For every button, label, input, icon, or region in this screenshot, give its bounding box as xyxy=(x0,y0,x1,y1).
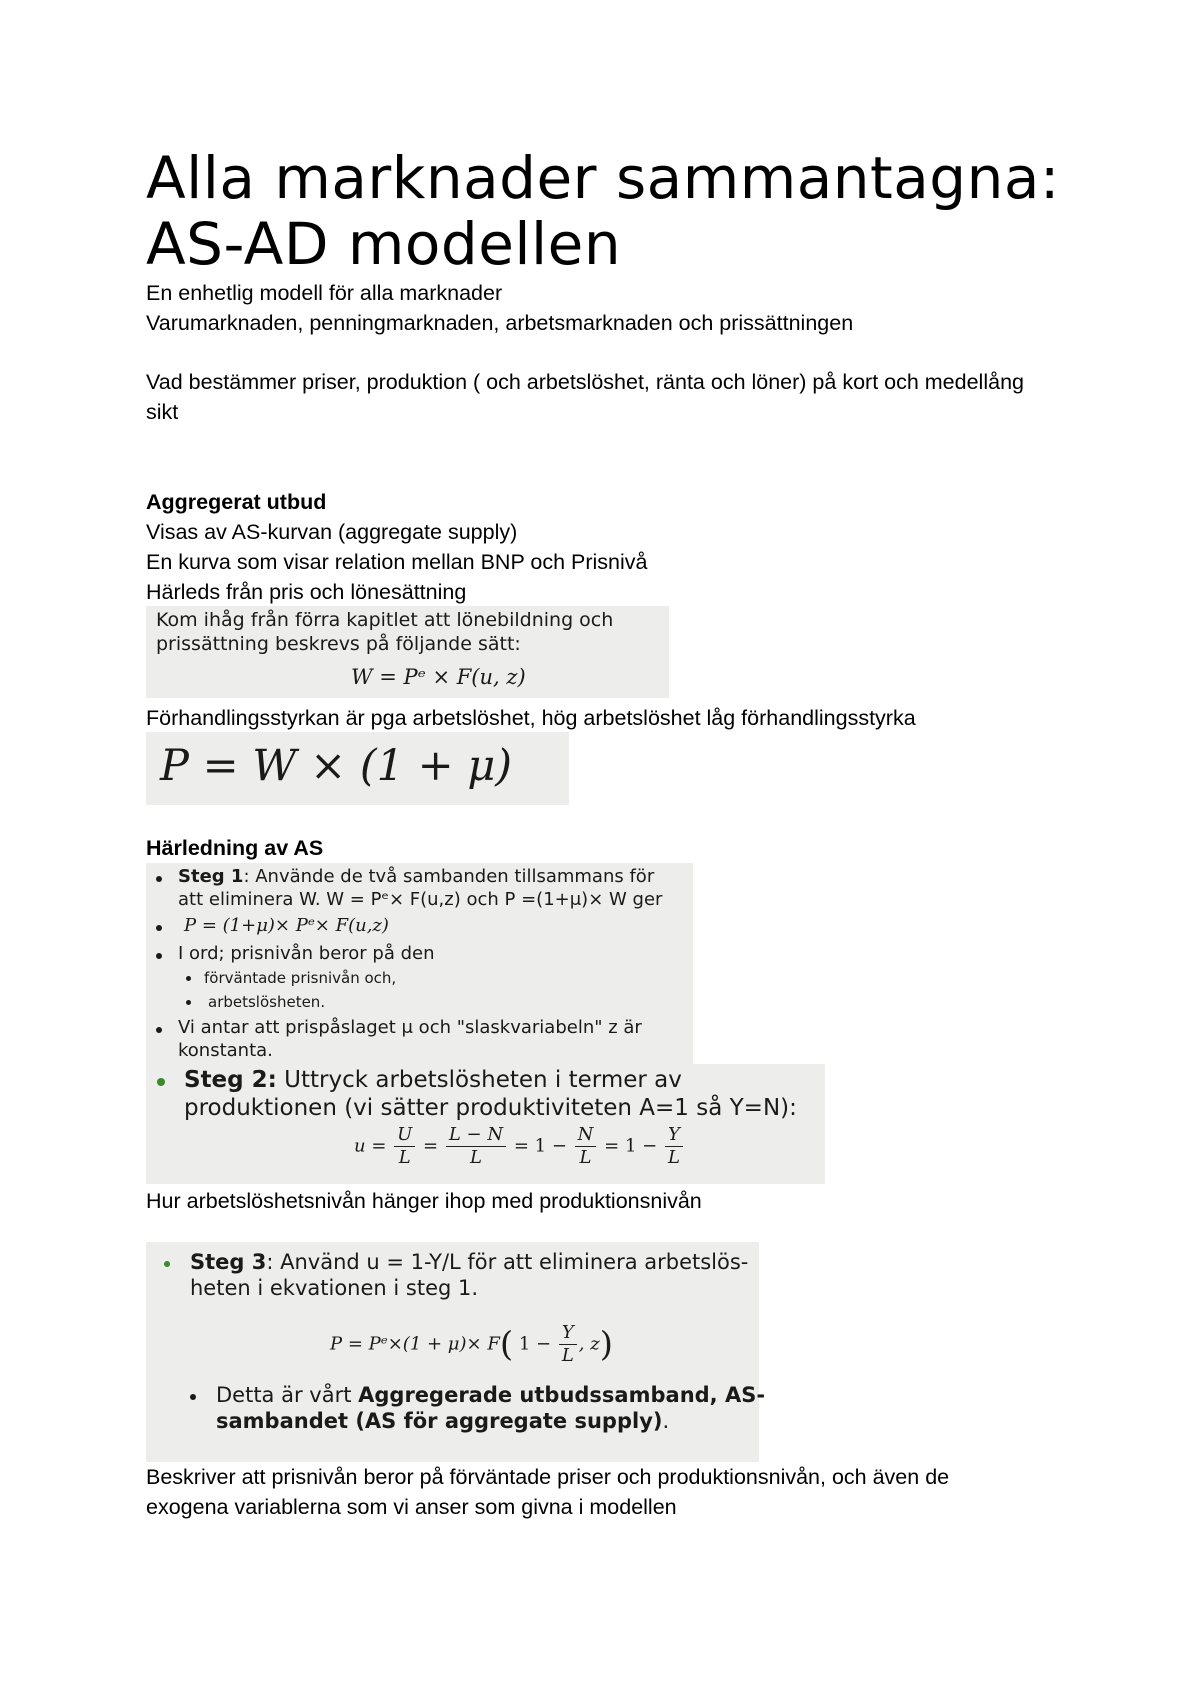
fraction-n-over-l: $\frac{N}{L}$ xyxy=(575,1124,597,1169)
slide1-line-2: prissättning beskrevs på följande sätt: xyxy=(156,633,521,655)
bullet-icon xyxy=(156,876,162,882)
step1-sub-2: arbetslösheten. xyxy=(208,993,326,1011)
bullet-icon xyxy=(164,1261,170,1267)
step1-formula: P = (1+μ)× Pᵉ× F(u,z) xyxy=(184,915,389,936)
step3-label: Steg 3 xyxy=(190,1250,267,1274)
bullet-icon xyxy=(156,925,162,931)
price-formula: P = W × (1 + μ) xyxy=(160,741,513,791)
fraction-u-over-l: $\frac{U}{L}$ xyxy=(394,1124,415,1169)
step1-text: : Använde de två sambanden tillsammans för xyxy=(243,866,655,887)
bullet-icon xyxy=(186,1000,191,1005)
slide1-line-1: Kom ihåg från förra kapitlet att lönebildning och xyxy=(156,609,614,631)
unemployment-formula: u = $\frac{U}{L}$ = $\frac{L - N}{L}$ = 1 − $\frac{N}{L}$ = 1 − $\frac{Y}{L}$ xyxy=(354,1124,685,1169)
as-formula-left: P = Pᵉ×(1 + μ)× F xyxy=(330,1333,500,1355)
slide-step-2 xyxy=(146,1064,825,1184)
step3-sub-line-2: sambandet (AS för aggregate supply). xyxy=(216,1409,670,1433)
step1-line-1 xyxy=(178,865,654,888)
slide1-formula: W = Pᵉ × F(u, z) xyxy=(351,665,526,689)
intro-line-1: En enhetlig modell för alla marknader xyxy=(146,281,503,305)
step2-label: Steg 2: xyxy=(184,1067,277,1093)
section1-line-2: En kurva som visar relation mellan BNP och Prisnivå xyxy=(146,550,648,574)
page-title xyxy=(146,145,1060,277)
intro-line-2: Varumarknaden, penningmarknaden, arbetsmarknaden och prissättningen xyxy=(146,311,854,335)
final-line-2: exogena variablerna som vi anser som givna i modellen xyxy=(146,1495,677,1519)
section2-after-step2: Hur arbetslöshetsnivån hänger ihop med produktionsnivån xyxy=(146,1189,702,1213)
fraction-y-over-l: $\frac{Y}{L}$ xyxy=(665,1124,683,1169)
step1-assume-2: konstanta. xyxy=(178,1040,273,1061)
u-symbol: u xyxy=(354,1135,366,1157)
section1-after-slide: Förhandlingsstyrkan är pga arbetslöshet, hög arbetslöshet låg förhandlingsstyrka xyxy=(146,706,916,730)
step1-label: Steg 1 xyxy=(178,866,244,887)
bullet-icon xyxy=(156,1027,162,1033)
slide-wage-price-setting xyxy=(146,606,669,698)
bullet-icon xyxy=(186,976,191,981)
final-line-1: Beskriver att prisnivån beror på förväntade priser och produktionsnivån, och även de xyxy=(146,1465,950,1489)
step1-sub-1: förväntade prisnivån och, xyxy=(204,969,397,987)
bullet-icon xyxy=(157,1078,165,1086)
as-formula: P = Pᵉ×(1 + μ)× F( 1 − $\frac{Y}{L}$ , z) xyxy=(330,1322,613,1366)
bullet-icon xyxy=(156,953,162,959)
step1-line-2: att eliminera W. W = Pᵉ× F(u,z) och P =(1+μ)× W ger xyxy=(178,889,663,910)
section-heading-aggregate-supply: Aggregerat utbud xyxy=(146,490,327,514)
intro-line-3: Vad bestämmer priser, produktion ( och arbetslöshet, ränta och löner) på kort och medellång xyxy=(146,370,1024,394)
section1-line-1: Visas av AS-kurvan (aggregate supply) xyxy=(146,520,518,544)
step3-sub-line-1: Detta är vårt Aggregerade utbudssamband, AS- xyxy=(216,1383,766,1407)
section1-line-3: Härleds från pris och lönesättning xyxy=(146,580,467,604)
slide-step-1 xyxy=(146,863,693,1065)
fraction-l-minus-n: $\frac{L - N}{L}$ xyxy=(446,1124,506,1169)
step3-line-2: heten i ekvationen i steg 1. xyxy=(190,1276,479,1300)
fraction-y-over-l: $\frac{Y}{L}$ xyxy=(559,1322,577,1367)
intro-line-4: sikt xyxy=(146,400,179,424)
title-line-2: AS-AD modellen xyxy=(146,210,622,278)
slide-price-formula xyxy=(146,732,569,805)
step2-line-1 xyxy=(184,1066,682,1094)
bullet-icon xyxy=(190,1394,196,1400)
step1-assume-1: Vi antar att prispåslaget μ och "slaskvariabeln" z är xyxy=(178,1017,642,1038)
step1-in-words: I ord; prisnivån beror på den xyxy=(178,943,435,964)
step2-text: Uttryck arbetslösheten i termer av xyxy=(276,1067,682,1093)
section-heading-derivation: Härledning av AS xyxy=(146,836,324,860)
step2-line-2: produktionen (vi sätter produktiviteten A=1 så Y=N): xyxy=(184,1095,797,1121)
step3-line-1 xyxy=(190,1249,748,1275)
slide-step-3 xyxy=(146,1242,766,1462)
title-line-1: Alla marknader sammantagna: xyxy=(146,144,1060,212)
step3-text: : Använd u = 1-Y/L för att eliminera arbetslös- xyxy=(266,1250,749,1274)
